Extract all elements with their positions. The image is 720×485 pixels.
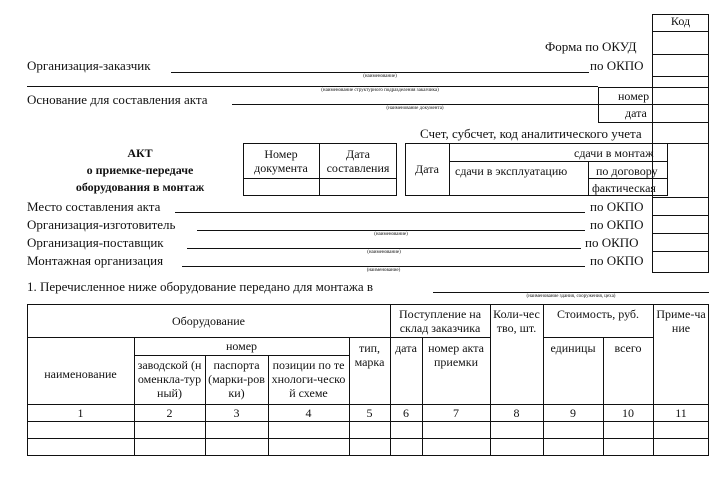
data-label: дата	[625, 106, 647, 120]
division-line	[27, 86, 598, 87]
row-divider	[27, 421, 709, 422]
th-passport: паспорта (марки-ровки)	[208, 358, 265, 400]
col-num: 6	[403, 406, 409, 420]
col-divider	[543, 304, 544, 456]
code-row-divider	[652, 76, 709, 77]
supplier-label: Организация-поставщик	[27, 235, 164, 250]
place-line	[175, 212, 585, 213]
contract-label: по договору	[596, 164, 658, 178]
date-box-divider	[449, 143, 450, 196]
doc-box-row	[243, 178, 397, 179]
place-label: Место составления акта	[27, 199, 161, 214]
supplier-line	[187, 248, 581, 249]
th-factory: заводской (номенкла-турный)	[137, 358, 202, 400]
th-qty: Коли-чество, шт.	[493, 307, 540, 335]
col-num: 4	[305, 406, 312, 420]
mounting-line	[182, 266, 585, 267]
act-subtitle-2: оборудования в монтаж	[75, 180, 205, 194]
account-label: Счет, субсчет, код аналитического учета	[420, 126, 642, 141]
customer-caption: (наименование)	[363, 74, 397, 79]
code-row-divider	[598, 104, 709, 105]
actual-label: фактическая	[592, 181, 656, 195]
code-row-divider	[652, 197, 709, 198]
doc-number-label: Номер документа	[254, 147, 308, 175]
nomer-box-left	[598, 87, 599, 122]
col-num: 1	[77, 406, 84, 420]
th-equipment: Оборудование	[172, 314, 245, 328]
col-num: 10	[622, 406, 634, 420]
th-type: тип, марка	[354, 341, 385, 369]
maker-line	[197, 230, 585, 231]
row-divider	[134, 355, 349, 356]
mount-label: сдачи в монтаж	[574, 146, 654, 160]
row-divider	[543, 337, 653, 338]
maker-caption: (наименование)	[374, 232, 408, 237]
okpo-label-place: по ОКПО	[590, 199, 644, 214]
code-row-divider	[652, 31, 709, 32]
row-divider	[27, 438, 709, 439]
col-num: 11	[675, 406, 687, 420]
col-divider	[390, 304, 391, 456]
th-name: наименование	[44, 367, 117, 381]
col-divider	[490, 304, 491, 456]
th-position: позиции по технологи-ческой схеме	[271, 358, 346, 400]
row-divider	[27, 404, 709, 405]
col-divider	[653, 304, 654, 456]
row-divider	[27, 337, 390, 338]
col-num: 8	[513, 406, 520, 420]
th-receipt-act: номер акта приемки	[428, 341, 484, 369]
th-unit: единицы	[550, 341, 596, 355]
code-row-divider	[598, 122, 709, 123]
customer-line	[171, 72, 589, 73]
act-subtitle: о приемке-передаче	[86, 163, 194, 177]
col-num: 2	[166, 406, 173, 420]
th-nomer: номер	[225, 339, 258, 353]
date-label: Дата	[415, 162, 439, 176]
code-row-divider	[598, 87, 709, 88]
th-receipt: Поступление на склад заказчика	[398, 307, 482, 335]
mounting-caption: (наименование)	[366, 268, 401, 273]
forma-okud-label: Форма по ОКУД	[545, 39, 637, 54]
row-divider	[390, 337, 490, 338]
supplier-caption: (наименование)	[367, 250, 401, 255]
code-row-divider	[652, 251, 709, 252]
maker-label: Организация-изготовитель	[27, 217, 176, 232]
date-box-row	[449, 161, 668, 162]
basis-label: Основание для составления акта	[27, 92, 208, 107]
doc-box-divider	[319, 143, 320, 196]
mounting-label: Монтажная организация	[27, 253, 164, 268]
doc-date-label: Дата составления	[326, 147, 390, 175]
th-note: Приме-чание	[656, 307, 706, 335]
col-num: 9	[570, 406, 576, 420]
kod-header: Код	[670, 14, 691, 28]
basis-caption: (наименование документа)	[386, 106, 444, 111]
division-caption: (наименование структурного подразделения заказчика)	[321, 88, 439, 93]
act-title: АКТ	[127, 146, 153, 160]
th-receipt-date: дата	[395, 341, 417, 355]
col-num: 7	[453, 406, 459, 420]
th-total: всего	[614, 341, 642, 355]
okpo-label-maker: по ОКПО	[590, 217, 644, 232]
col-num: 3	[233, 406, 240, 420]
customer-label: Организация-заказчик	[27, 58, 151, 73]
code-row-divider	[652, 233, 709, 234]
transfer-line	[433, 292, 709, 293]
code-row-divider	[652, 215, 709, 216]
th-cost: Стоимость, руб.	[556, 307, 640, 321]
okpo-label-customer: по ОКПО	[590, 58, 644, 73]
okpo-label-mounting: по ОКПО	[590, 253, 644, 268]
exploit-label: сдачи в эксплуатацию	[455, 164, 568, 178]
code-row-divider	[652, 54, 709, 55]
transfer-text: 1. Перечисленное ниже оборудование передано для монтажа в	[27, 279, 374, 294]
basis-line	[232, 104, 598, 105]
col-num: 5	[366, 406, 373, 420]
okpo-label-supplier: по ОКПО	[585, 235, 639, 250]
nomer-label: номер	[618, 89, 650, 103]
transfer-caption: (наименование здания, сооружения, цеха)	[526, 294, 616, 299]
